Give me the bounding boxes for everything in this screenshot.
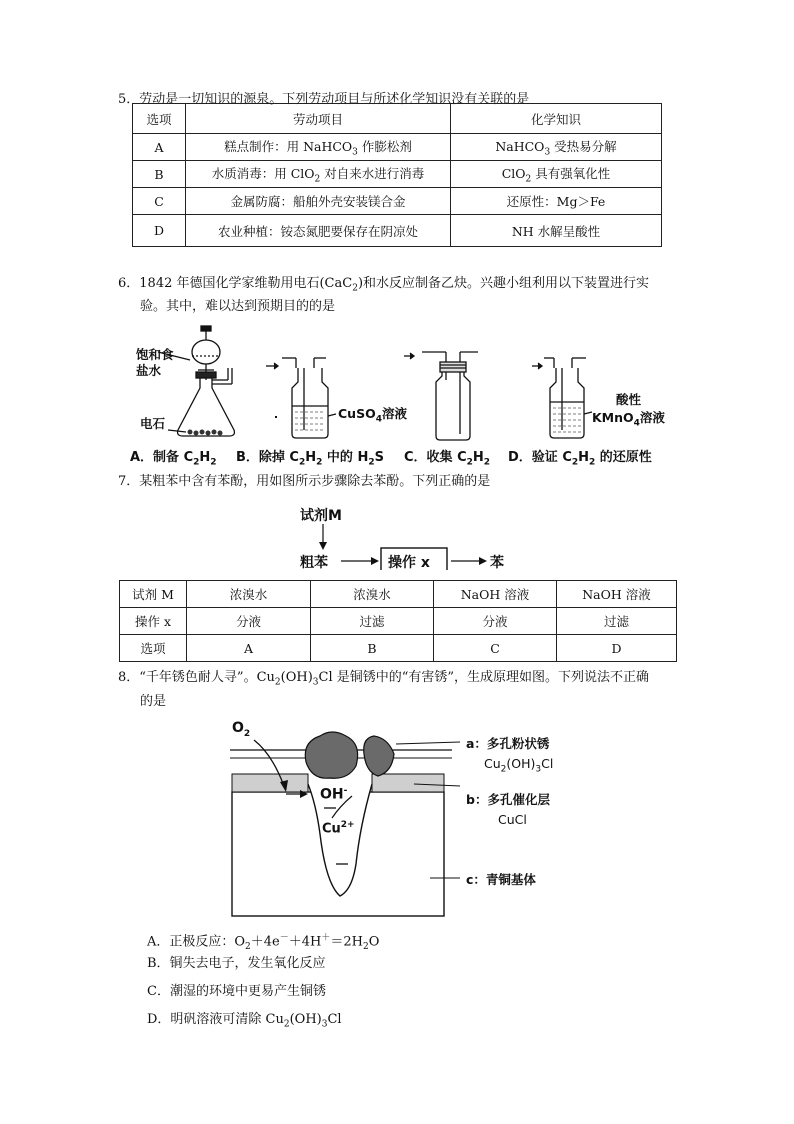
flow-operation: 操作 x — [388, 555, 430, 571]
q8-option-b: B．铜失去电子，发生氧化反应 — [147, 956, 326, 971]
acid-label: 酸性 — [616, 392, 642, 407]
q8-stem-line1: 8．“千年锈色耐人寻”。$Cu_2(OH)_3Cl$ 是铜锈中的“有害锈”，生成原理如图。下列说法不正确 — [118, 670, 650, 688]
q7-cell: D — [557, 635, 677, 662]
q5-row-d-chem: NH 水解呈酸性 — [451, 215, 662, 247]
q7-cell: 选项 — [120, 635, 187, 662]
apparatus-d — [532, 358, 592, 438]
rust-formula-a: $Cu_2(OH)_3Cl$ — [484, 756, 554, 775]
table-row — [133, 215, 662, 247]
q7-cell: C — [434, 635, 557, 662]
q5-row-a-chem: NaHCO$_3$ 受热易分解 — [451, 134, 662, 161]
table-row — [133, 134, 662, 161]
q8-option-d: D．明矾溶液可清除 $Cu_2(OH)_3Cl$ — [147, 1012, 342, 1030]
substrate-label-c: c：青铜基体 — [466, 872, 536, 887]
apparatus-a — [158, 326, 234, 436]
cuso4-label: CuSO$_4$溶液 — [338, 406, 407, 425]
cu-ion-label: $Cu^{2+}$ — [322, 820, 355, 837]
q6-caption-d: D．验证 $C_2H_2$ 的还原性 — [508, 450, 652, 468]
q6-caption-c: C．收集 $C_2H_2$ — [404, 450, 491, 468]
catalytic-formula-b: CuCl — [498, 812, 527, 827]
q5-row-b-option: B — [133, 161, 186, 188]
q6-caption-b: B．除掉 $C_2H_2$ 中的 $H_2S$ — [236, 450, 384, 468]
kmno4-label: KMnO$_4$溶液 — [592, 410, 665, 429]
table-row — [120, 581, 677, 608]
q7-cell: 分液 — [187, 608, 311, 635]
q7-cell: 过滤 — [311, 608, 434, 635]
funnel-label-2: 盐水 — [136, 363, 162, 378]
apparatus-b — [266, 358, 336, 438]
q7-cell: NaOH 溶液 — [434, 581, 557, 608]
q6-stem-line1: 6．1842 年德国化学家维勒用电石(CaC$_2$)和水反应制备乙炔。兴趣小组利用以下装置进行实 — [118, 276, 650, 294]
q5-row-c-labor: 金属防腐：船舶外壳安装镁合金 — [186, 188, 451, 215]
q5-header-labor: 劳动项目 — [186, 104, 451, 134]
catalytic-label-b: b：多孔催化层 — [466, 792, 550, 807]
rust-label-a: a：多孔粉状锈 — [466, 736, 550, 751]
table-row — [120, 608, 677, 635]
q7-cell: 操作 x — [120, 608, 187, 635]
q5-table — [132, 103, 662, 247]
oh-label: OH- — [320, 786, 348, 803]
q7-cell: 过滤 — [557, 608, 677, 635]
q5-row-c-chem: 还原性：Mg＞Fe — [451, 188, 662, 215]
q5-row-b-labor: 水质消毒：用 ClO$_2$ 对自来水进行消毒 — [186, 161, 451, 188]
q5-row-c-option: C — [133, 188, 186, 215]
q7-cell: 浓溴水 — [311, 581, 434, 608]
table-row — [120, 635, 677, 662]
stone-label: 电石 — [140, 416, 166, 431]
q8-option-a: A．正极反应：$O_2+4e^-+4H^+=2H_2O$ — [147, 933, 380, 952]
flow-product: 苯 — [490, 555, 504, 571]
q6-stem-line2: 验。其中，难以达到预期目的的是 — [140, 299, 336, 314]
q8-option-c: C．潮湿的环境中更易产生铜锈 — [147, 984, 326, 999]
funnel-label-1: 饱和食 — [136, 347, 174, 362]
q5-row-a-option: A — [133, 134, 186, 161]
o2-label: $O_2$ — [232, 720, 251, 739]
q8-corrosion-diagram — [224, 714, 464, 924]
q7-cell: 试剂 M — [120, 581, 187, 608]
q8-stem-line2: 的是 — [140, 694, 167, 709]
apparatus-c — [404, 352, 478, 440]
q7-stem: 7．某粗苯中含有苯酚，用如图所示步骤除去苯酚。下列正确的是 — [118, 474, 491, 489]
q7-table — [119, 580, 677, 662]
q5-header-option: 选项 — [133, 104, 186, 134]
q7-cell: NaOH 溶液 — [557, 581, 677, 608]
q7-cell: 浓溴水 — [187, 581, 311, 608]
q5-stem: 5．劳动是一切知识的源泉。下列劳动项目与所述化学知识没有关联的是 — [118, 92, 530, 107]
table-row — [133, 188, 662, 215]
q7-cell: B — [311, 635, 434, 662]
q5-row-d-labor: 农业种植：铵态氮肥要保存在阴凉处 — [186, 215, 451, 247]
q5-row-d-option: D — [133, 215, 186, 247]
q5-header-chem: 化学知识 — [451, 104, 662, 134]
flow-crude: 粗苯 — [300, 555, 328, 571]
flow-reagent: 试剂M — [300, 508, 342, 524]
q5-row-b-chem: ClO$_2$ 具有强氧化性 — [451, 161, 662, 188]
q6-caption-a: A．制备 $C_2H_2$ — [130, 450, 217, 468]
q5-row-a-labor: 糕点制作：用 NaHCO$_3$ 作膨松剂 — [186, 134, 451, 161]
q7-cell: 分液 — [434, 608, 557, 635]
q7-cell: A — [187, 635, 311, 662]
table-row — [133, 161, 662, 188]
